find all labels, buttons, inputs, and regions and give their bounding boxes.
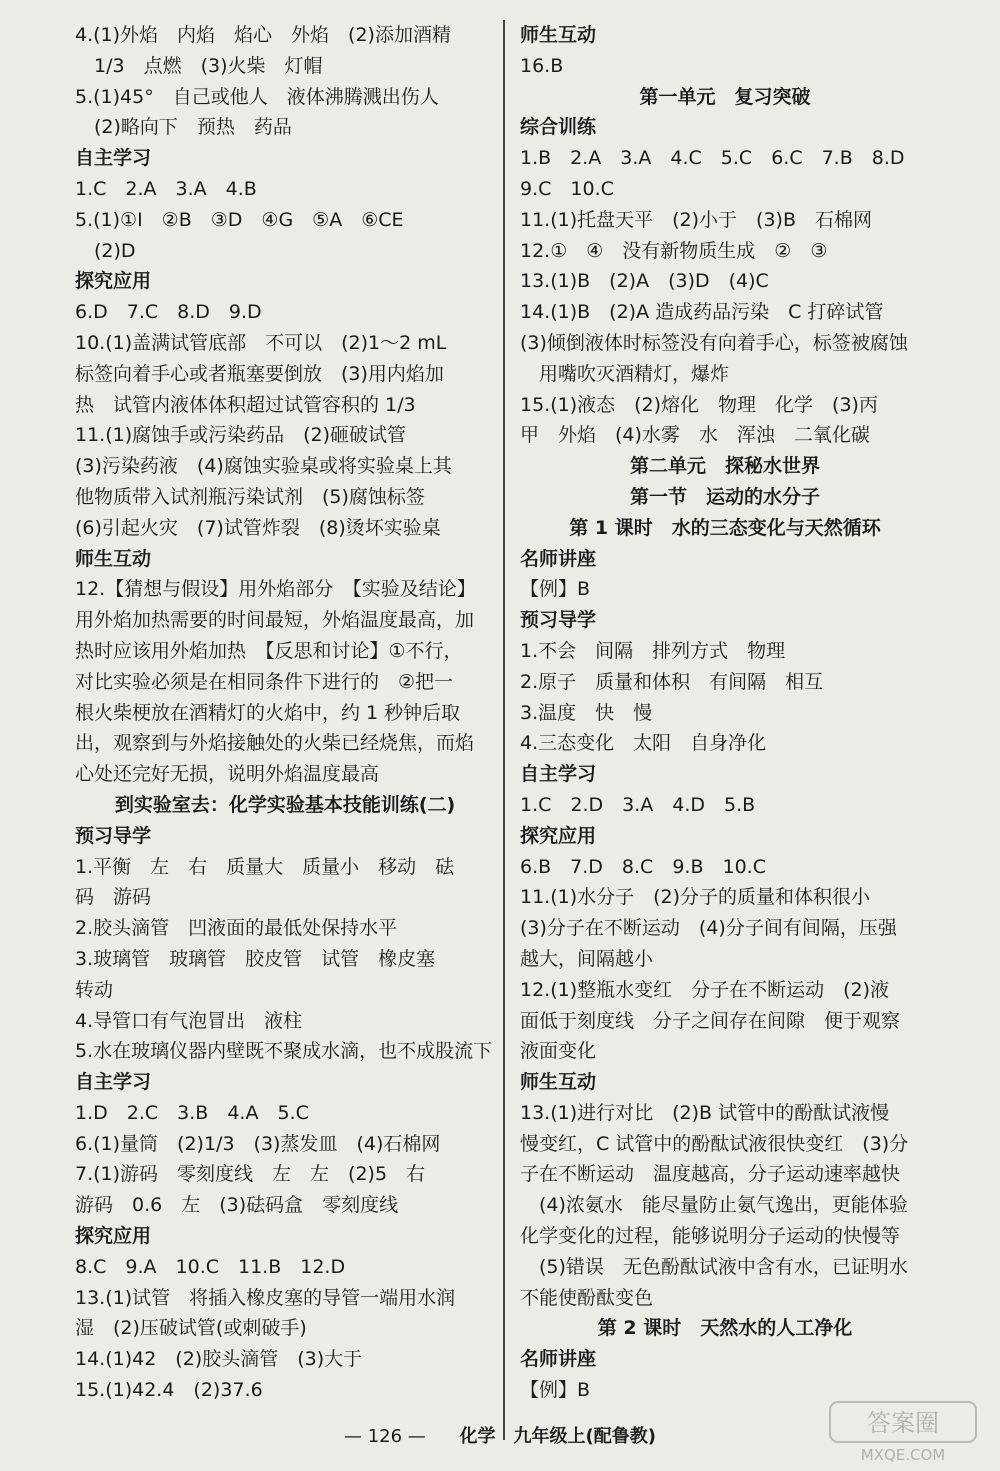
right-answer-line: 慢变红，C 试管中的酚酞试液很快变红 (3)分 <box>520 1132 909 1155</box>
left-answer-line: 7.(1)游码 零刻度线 左 左 (2)5 右 <box>75 1163 426 1186</box>
left-answer-line: (2)略向下 预热 药品 <box>75 116 292 139</box>
left-section-heading: 自主学习 <box>75 1071 152 1094</box>
right-answer-line: 12.(1)整瓶水变红 分子在不断运动 (2)液 <box>520 978 890 1001</box>
right-answer-line: 3.温度 快 慢 <box>520 701 653 724</box>
left-answer-line: 13.(1)试管 将插入橡皮塞的导管一端用水润 <box>75 1286 456 1309</box>
right-answer-line: 2.原子 质量和体积 有间隔 相互 <box>520 670 824 693</box>
right-answer-line: 11.(1)托盘天平 (2)小于 (3)B 石棉网 <box>520 208 872 231</box>
right-answer-line: 9.C 10.C <box>520 177 614 200</box>
left-answer-line: 1.平衡 左 右 质量大 质量小 移动 砝 <box>75 855 455 878</box>
right-answer-line: (3)倾倒液体时标签没有向着手心，标签被腐蚀 <box>520 331 908 354</box>
left-answer-line: 他物质带入试剂瓶污染试剂 (5)腐蚀标签 <box>75 485 425 508</box>
left-section-heading: 师生互动 <box>75 547 152 570</box>
right-answer-line: (4)浓氨水 能尽量防止氨气逸出，更能体验 <box>520 1194 908 1217</box>
left-answer-line: 标签向着手心或者瓶塞要倒放 (3)用内焰加 <box>75 362 444 385</box>
left-answer-line: 5.(1)①I ②B ③D ④G ⑤A ⑥CE <box>75 208 404 231</box>
left-answer-line: 1/3 点燃 (3)火柴 灯帽 <box>75 54 323 77</box>
right-answer-line: 1.不会 间隔 排列方式 物理 <box>520 639 786 662</box>
left-answer-line: 10.(1)盖满试管底部 不可以 (2)1～2 mL <box>75 331 447 354</box>
watermark-logo <box>828 1400 978 1464</box>
right-answer-line: 液面变化 <box>520 1040 597 1063</box>
left-answer-line: 4.(1)外焰 内焰 焰心 外焰 (2)添加酒精 <box>75 24 451 46</box>
page-number: — 126 — <box>344 1426 426 1447</box>
left-section-heading: 到实验室去：化学实验基本技能训练(二) <box>114 793 456 816</box>
left-answer-line: 11.(1)腐蚀手或污染药品 (2)砸破试管 <box>75 424 407 447</box>
right-answer-line: 1.B 2.A 3.A 4.C 5.C 6.C 7.B 8.D <box>520 147 905 170</box>
right-answer-line: 不能使酚酞变色 <box>520 1286 654 1309</box>
right-section-heading: 师生互动 <box>520 24 597 46</box>
right-section-heading: 师生互动 <box>520 1071 597 1094</box>
book-title: 化学 九年级上(配鲁教) <box>459 1426 656 1447</box>
left-answer-line: 5.(1)45° 自己或他人 液体沸腾溅出伤人 <box>75 85 439 108</box>
watermark-url: MXQE.COM <box>860 1446 946 1464</box>
right-section-heading: 名师讲座 <box>520 1348 597 1371</box>
left-answer-line: 6.(1)量筒 (2)1/3 (3)蒸发皿 (4)石棉网 <box>75 1132 441 1155</box>
right-answer-line: 4.三态变化 太阳 自身净化 <box>520 732 767 755</box>
left-answer-line: 2.胶头滴管 凹液面的最低处保持水平 <box>75 917 398 940</box>
left-answer-line: 8.C 9.A 10.C 11.B 12.D <box>75 1255 346 1278</box>
left-section-heading: 自主学习 <box>75 147 152 170</box>
right-answer-line: 6.B 7.D 8.C 9.B 10.C <box>520 855 766 878</box>
watermark-label: 答案圈 <box>867 1409 939 1437</box>
right-section-heading: 第二单元 探秘水世界 <box>629 455 820 478</box>
right-section-heading: 自主学习 <box>520 763 597 786</box>
left-answer-line: 心处还完好无损，说明外焰温度最高 <box>75 763 380 786</box>
left-section-heading: 探究应用 <box>75 270 152 293</box>
right-section-heading: 第 2 课时 天然水的人工净化 <box>597 1317 853 1340</box>
right-answer-line: 【例】B <box>520 1379 591 1402</box>
left-answer-line: 出，观察到与外焰接触处的火柴已经烧焦，而焰 <box>75 732 475 755</box>
right-answer-line: 15.(1)液态 (2)熔化 物理 化学 (3)丙 <box>520 393 878 416</box>
right-section-heading: 第一节 运动的水分子 <box>629 485 820 508</box>
left-answer-line: 6.D 7.C 8.D 9.D <box>75 301 262 324</box>
right-section-heading: 第 1 课时 水的三态变化与天然循环 <box>569 516 881 539</box>
left-answer-line: 1.C 2.A 3.A 4.B <box>75 177 257 200</box>
left-answer-line: (2)D <box>75 239 136 262</box>
right-answer-line: 甲 外焰 (4)水雾 水 浑浊 二氧化碳 <box>520 424 870 447</box>
left-section-heading: 探究应用 <box>75 1225 152 1248</box>
left-answer-line: 14.(1)42 (2)胶头滴管 (3)大于 <box>75 1348 363 1371</box>
left-answer-line: 15.(1)42.4 (2)37.6 <box>75 1379 263 1402</box>
left-section-heading: 预习导学 <box>75 824 152 847</box>
left-answer-line: 12.【猜想与假设】用外焰部分 【实验及结论】 <box>75 578 476 601</box>
left-answer-line: 码 游码 <box>75 886 152 909</box>
right-answer-line: 越大，间隔越小 <box>520 947 654 970</box>
left-answer-line: 用外焰加热需要的时间最短，外焰温度最高，加 <box>75 609 475 632</box>
left-answer-line: 5.水在玻璃仪器内壁既不聚成水滴，也不成股流下 <box>75 1040 493 1063</box>
left-answer-line: 3.玻璃管 玻璃管 胶皮管 试管 橡皮塞 <box>75 947 436 970</box>
right-answer-line: 1.C 2.D 3.A 4.D 5.B <box>520 793 756 816</box>
right-section-heading: 名师讲座 <box>520 547 597 570</box>
right-answer-line: 【例】B <box>520 578 591 601</box>
right-section-heading: 第一单元 复习突破 <box>639 85 811 108</box>
left-answer-line: 根火柴梗放在酒精灯的火焰中，约 1 秒钟后取 <box>75 701 461 724</box>
right-answer-line: (3)分子在不断运动 (4)分子间有间隔，压强 <box>520 917 897 940</box>
right-section-heading: 综合训练 <box>520 116 597 139</box>
right-answer-line: 用嘴吹灭酒精灯，爆炸 <box>520 362 730 385</box>
column-divider <box>503 20 505 1440</box>
right-section-heading: 预习导学 <box>520 609 597 632</box>
left-answer-line: 热 试管内液体体积超过试管容积的 1/3 <box>75 393 416 416</box>
left-answer-line: (6)引起火灾 (7)试管炸裂 (8)烫坏实验桌 <box>75 516 441 539</box>
left-answer-line: 4.导管口有气泡冒出 液柱 <box>75 1009 303 1032</box>
right-answer-line: 11.(1)水分子 (2)分子的质量和体积很小 <box>520 886 871 909</box>
left-answer-line: 对比实验必须是在相同条件下进行的 ②把一 <box>75 670 454 693</box>
right-answer-line: (5)错误 无色酚酞试液中含有水，已证明水 <box>520 1255 908 1278</box>
left-answer-line: 1.D 2.C 3.B 4.A 5.C <box>75 1101 309 1124</box>
left-answer-line: 湿 (2)压破试管(或刺破手) <box>75 1317 307 1340</box>
right-answer-line: 13.(1)进行对比 (2)B 试管中的酚酞试液慢 <box>520 1101 890 1124</box>
left-answer-line: 游码 0.6 左 (3)砝码盒 零刻度线 <box>75 1194 399 1217</box>
right-answer-line: 面低于刻度线 分子之间存在间隙 便于观察 <box>520 1009 901 1032</box>
right-answer-line: 16.B <box>520 54 564 77</box>
right-section-heading: 探究应用 <box>520 824 597 847</box>
left-answer-line: (3)污染药液 (4)腐蚀实验桌或将实验桌上其 <box>75 455 452 478</box>
right-answer-line: 12.① ④ 没有新物质生成 ② ③ <box>520 239 828 262</box>
right-answer-line: 14.(1)B (2)A 造成药品污染 C 打碎试管 <box>520 301 884 324</box>
left-answer-line: 热时应该用外焰加热 【反思和讨论】①不行， <box>75 639 463 662</box>
left-column <box>75 20 495 1406</box>
right-column <box>520 20 930 1406</box>
left-answer-line: 转动 <box>75 978 114 1001</box>
right-answer-line: 子在不断运动 温度越高，分子运动速率越快 <box>520 1163 901 1186</box>
right-answer-line: 化学变化的过程，能够说明分子运动的快慢等 <box>520 1225 901 1248</box>
right-answer-line: 13.(1)B (2)A (3)D (4)C <box>520 270 769 293</box>
